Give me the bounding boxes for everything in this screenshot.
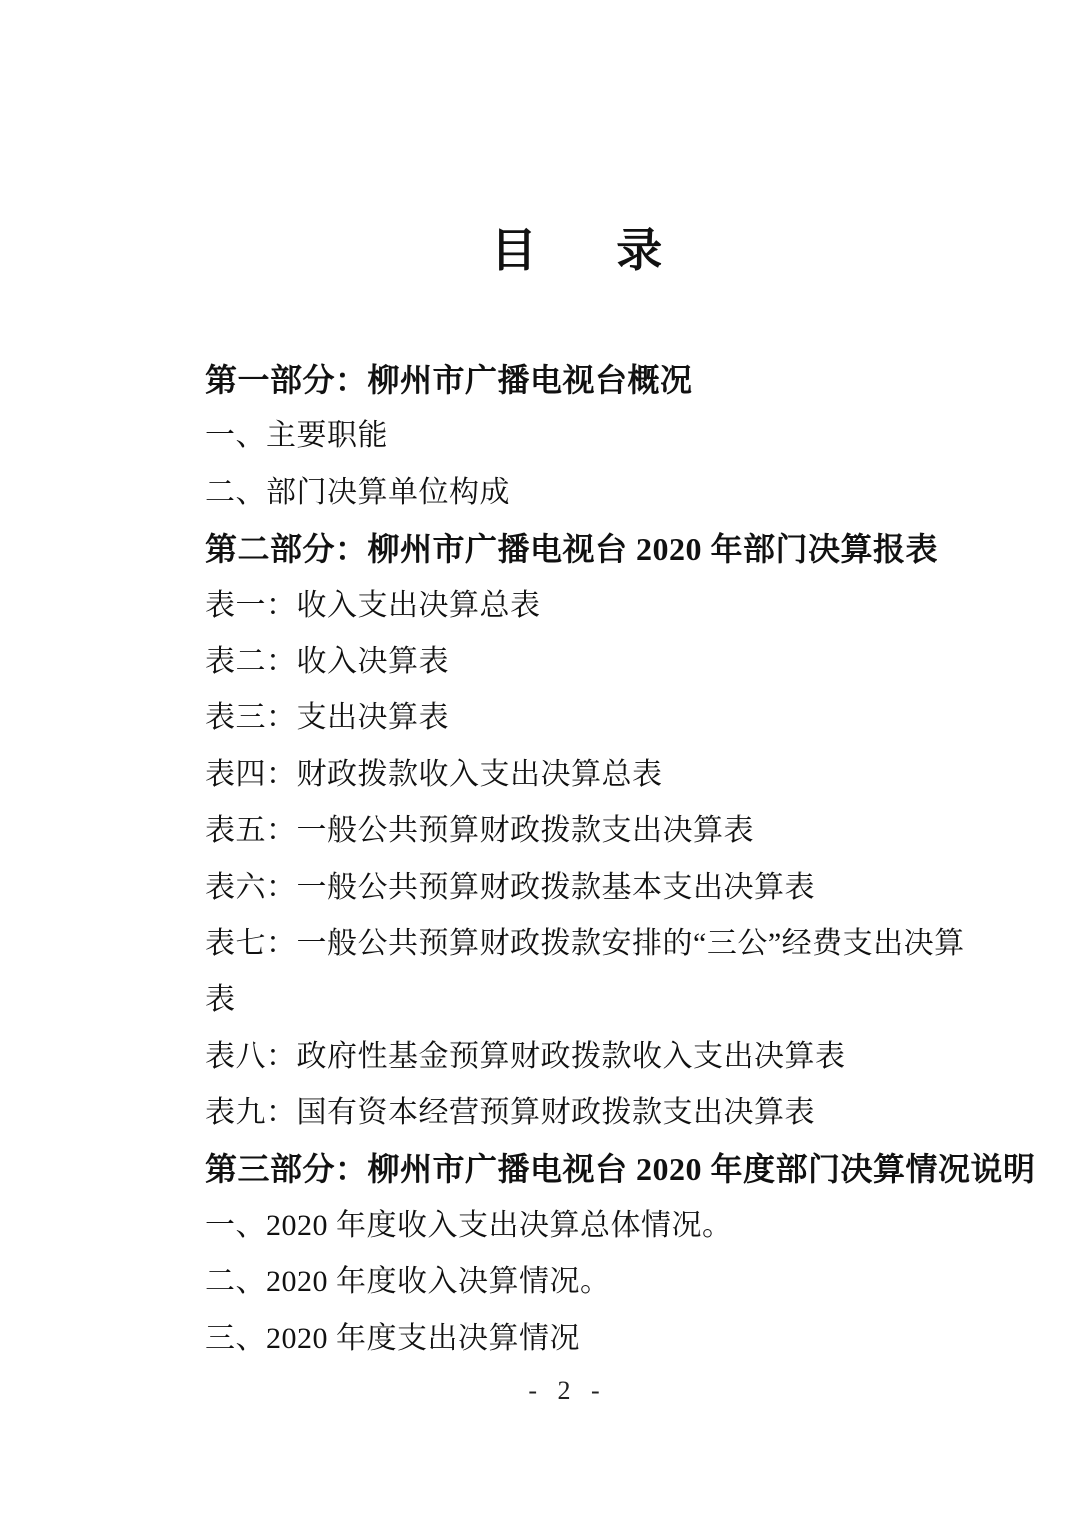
toc-entry: 第三部分：柳州市广播电视台 2020 年度部门决算情况说明 [205, 1151, 1036, 1188]
toc-entry: 表六：一般公共预算财政拨款基本支出决算表 [205, 870, 815, 904]
page-title: 目 录 [490, 225, 664, 276]
toc-entry: 表九：国有资本经营预算财政拨款支出决算表 [205, 1096, 815, 1130]
toc-entry: 表八：政府性基金预算财政拨款收入支出决算表 [205, 1039, 846, 1073]
toc-entry: 表七：一般公共预算财政拨款安排的“三公”经费支出决算 [205, 926, 965, 960]
toc-entry: 表二：收入决算表 [205, 644, 449, 678]
toc-entry: 表一：收入支出决算总表 [205, 588, 541, 622]
toc-entry: 一、主要职能 [205, 419, 388, 453]
toc-entry: 二、2020 年度收入决算情况。 [205, 1265, 611, 1299]
page-number: - 2 - [528, 1376, 604, 1405]
toc-entry: 第二部分：柳州市广播电视台 2020 年部门决算报表 [205, 531, 939, 568]
toc-entry: 表三：支出决算表 [205, 701, 449, 735]
toc-entry: 二、部门决算单位构成 [205, 475, 510, 509]
toc-entry: 第一部分：柳州市广播电视台概况 [205, 362, 693, 398]
toc-entry: 表 [205, 983, 236, 1017]
toc-entry: 一、2020 年度收入支出决算总体情况。 [205, 1208, 733, 1242]
table-of-contents [205, 352, 1036, 1367]
toc-entry: 三、2020 年度支出决算情况 [205, 1321, 580, 1355]
toc-entry: 表四：财政拨款收入支出决算总表 [205, 757, 663, 791]
toc-entry: 表五：一般公共预算财政拨款支出决算表 [205, 814, 754, 848]
